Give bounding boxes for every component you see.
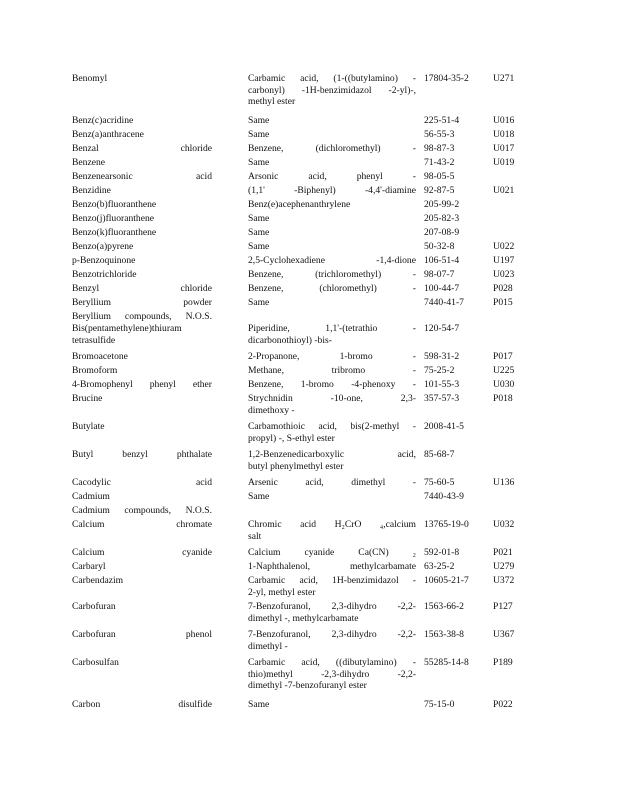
chemical-name-line: Benzal chloride (72, 143, 212, 154)
synonym-line: Same (248, 115, 270, 126)
cas-number: 75-25-2 (424, 365, 455, 376)
chemical-name-line: 4-Bromophenyl phenyl ether (72, 379, 212, 390)
waste-code: U372 (493, 575, 515, 586)
chemical-name-line: Bromoacetone (72, 351, 128, 362)
waste-code: U225 (493, 365, 515, 376)
waste-code: P189 (493, 657, 513, 668)
chemical-name-line: Calcium cyanide (72, 547, 212, 558)
synonym (248, 227, 416, 239)
waste-code: U271 (493, 73, 515, 84)
synonym-line: 2-yl, methyl ester (248, 586, 316, 598)
synonym (248, 129, 416, 141)
synonym-line: Benzene, 1-bromo -4-phenoxy - (248, 379, 416, 390)
waste-code: U023 (493, 269, 515, 280)
cas-number: 205-99-2 (424, 199, 460, 210)
synonym-line: Same (248, 699, 270, 710)
chemical-name-line: Carbon disulfide (72, 699, 212, 710)
synonym-line: dimethyl -7-benzofuranyl ester (248, 680, 367, 691)
synonym-line: Strychnidin -10-one, 2,3- (248, 393, 416, 404)
chemical-name (72, 505, 212, 517)
cas-number: 92-87-5 (424, 185, 455, 196)
synonym (248, 241, 416, 253)
synonym-line: 7-Benzofuranol, 2,3-dihydro -2,2- (248, 601, 416, 612)
synonym-line: Carbamic acid, ((dibutylamino) - (248, 657, 416, 668)
cas-number: 357-57-3 (424, 393, 460, 404)
cas-number: 205-82-3 (424, 213, 460, 224)
waste-code: U022 (493, 241, 515, 252)
chemical-name-line: Beryllium compounds, N.O.S. (72, 311, 212, 322)
cas-number: 598-31-2 (424, 351, 460, 362)
cas-number: 75-15-0 (424, 699, 455, 710)
synonym-line: Benzene, (dichloromethyl) - (248, 143, 416, 154)
chemical-name (72, 185, 212, 197)
synonym-line: Benz(e)acephenanthrylene (248, 199, 351, 210)
cas-number: 1563-38-8 (424, 629, 464, 640)
synonym (248, 185, 416, 197)
synonym-line: Calcium cyanide Ca(CN) ₂ (248, 547, 416, 558)
chemical-name (72, 699, 212, 711)
synonym (248, 699, 416, 711)
synonym (248, 269, 416, 281)
chemical-name (72, 199, 212, 211)
chemical-name (72, 157, 212, 169)
chemical-name (72, 477, 212, 489)
chemical-name (72, 393, 212, 405)
waste-code: U017 (493, 143, 515, 154)
chemical-name-line: Cadmium compounds, N.O.S. (72, 505, 212, 516)
chemical-name (72, 241, 212, 253)
synonym (248, 491, 416, 503)
chemical-name-line: Benomyl (72, 73, 108, 84)
synonym-line: 2,5-Cyclohexadiene -1,4-dione (248, 255, 416, 266)
synonym (248, 393, 416, 416)
chemical-name-line: Butyl benzyl phthalate (72, 449, 212, 460)
chemical-name (72, 269, 212, 281)
waste-code: P021 (493, 547, 513, 558)
waste-code: P018 (493, 393, 513, 404)
cas-number: 98-87-3 (424, 143, 455, 154)
waste-code: U016 (493, 115, 515, 126)
chemical-name (72, 657, 212, 669)
waste-code: U021 (493, 185, 515, 196)
cas-number: 85-68-7 (424, 449, 455, 460)
synonym-line: 7-Benzofuranol, 2,3-dihydro -2,2- (248, 629, 416, 640)
synonym (248, 449, 416, 472)
chemical-name-line: Benzo(k)fluoranthene (72, 227, 157, 238)
chemical-name (72, 629, 212, 641)
cas-number: 71-43-2 (424, 157, 455, 168)
cas-number: 50-32-8 (424, 241, 455, 252)
chemical-name-line: Benzo(b)fluoranthene (72, 199, 157, 210)
synonym (248, 421, 416, 444)
synonym-line: propyl) -, S-ethyl ester (248, 432, 335, 444)
chemical-name-line: Beryllium powder (72, 297, 212, 308)
cas-number: 225-51-4 (424, 115, 460, 126)
chemical-name-line: p-Benzoquinone (72, 255, 136, 266)
waste-code: P127 (493, 601, 513, 612)
chemical-name-line: tetrasulfide (72, 334, 116, 346)
synonym-line: Carbamic acid, 1H-benzimidazol - (248, 575, 416, 586)
cas-number: 56-55-3 (424, 129, 455, 140)
cas-number: 100-44-7 (424, 283, 460, 294)
cas-number: 207-08-9 (424, 227, 460, 238)
cas-number: 13765-19-0 (424, 519, 469, 530)
synonym-line: Chromic acid H₂CrO ₄,calcium (248, 519, 416, 530)
chemical-name (72, 519, 212, 531)
chemical-name-line: Cacodylic acid (72, 477, 212, 488)
synonym (248, 297, 416, 309)
chemical-name-line: Bromoform (72, 365, 118, 376)
synonym-line: dimethyl - (248, 640, 288, 652)
synonym (248, 519, 416, 542)
chemical-name (72, 227, 212, 239)
chemical-name-line: Benzo(a)pyrene (72, 241, 134, 252)
chemical-name-line: Bis(pentamethylene)thiuram (72, 323, 182, 334)
waste-code: U279 (493, 561, 515, 572)
waste-code: U367 (493, 629, 515, 640)
chemical-name (72, 351, 212, 363)
synonym-line: salt (248, 530, 262, 542)
cas-number: 63-25-2 (424, 561, 455, 572)
chemical-name-line: Carbendazim (72, 575, 124, 586)
waste-code: U018 (493, 129, 515, 140)
chemical-name-line: Benzene (72, 157, 106, 168)
chemical-name (72, 421, 212, 433)
chemical-name (72, 575, 212, 587)
synonym-line: butyl phenylmethyl ester (248, 460, 344, 472)
synonym-line: dicarbonothioyl) -bis- (248, 334, 332, 346)
synonym (248, 213, 416, 225)
chemical-name-line: Benzyl chloride (72, 283, 212, 294)
waste-code: U032 (493, 519, 515, 530)
waste-code: P028 (493, 283, 513, 294)
synonym-line: dimethoxy - (248, 404, 295, 416)
synonym-line: Arsonic acid, phenyl - (248, 171, 416, 182)
chemical-name-line: Carbaryl (72, 561, 106, 572)
cas-number: 1563-66-2 (424, 601, 464, 612)
chemical-name (72, 323, 212, 346)
synonym-line: Same (248, 129, 270, 140)
synonym (248, 199, 416, 211)
chemical-name-line: Carbofuran (72, 601, 116, 612)
chemical-name (72, 73, 212, 85)
chemical-name (72, 365, 212, 377)
waste-code: P017 (493, 351, 513, 362)
synonym (248, 283, 416, 295)
cas-number: 2008-41-5 (424, 421, 464, 432)
chemical-name-line: Butylate (72, 421, 105, 432)
cas-number: 17804-35-2 (424, 73, 469, 84)
chemical-name (72, 311, 212, 323)
chemical-name-line: Benz(a)anthracene (72, 129, 144, 140)
synonym-line: dimethyl -, methylcarbamate (248, 612, 359, 624)
synonym-line: Piperidine, 1,1'-(tetrathio - (248, 323, 416, 334)
cas-number: 7440-43-9 (424, 491, 464, 502)
chemical-name (72, 561, 212, 573)
chemical-name (72, 491, 212, 503)
cas-number: 98-05-5 (424, 171, 455, 182)
synonym (248, 255, 416, 267)
cas-number: 106-51-4 (424, 255, 460, 266)
synonym-line: Arsenic acid, dimethyl - (248, 477, 416, 488)
chemical-name-line: Benzidine (72, 185, 111, 196)
chemical-name (72, 283, 212, 295)
chemical-name-line: Benzenearsonic acid (72, 171, 212, 182)
synonym-line: Same (248, 157, 270, 168)
cas-number: 101-55-3 (424, 379, 460, 390)
chemical-name (72, 297, 212, 309)
cas-number: 592-01-8 (424, 547, 460, 558)
synonym-line: thio)methyl -2,3-dihydro -2,2- (248, 668, 416, 680)
synonym-line: Same (248, 297, 270, 308)
chemical-name (72, 129, 212, 141)
synonym-line: carbonyl) -1H-benzimidazol -2-yl)-, (248, 84, 416, 96)
synonym (248, 351, 416, 363)
synonym (248, 323, 416, 346)
synonym (248, 143, 416, 155)
synonym (248, 171, 416, 183)
chemical-name-line: Carbosulfan (72, 657, 119, 668)
synonym-line: 1,2-Benzenedicarboxylic acid, (248, 449, 416, 460)
synonym (248, 561, 416, 573)
waste-code: U197 (493, 255, 515, 266)
cas-number: 75-60-5 (424, 477, 455, 488)
synonym-line: Carbamothioic acid, bis(2-methyl - (248, 421, 416, 432)
synonym-line: Same (248, 227, 270, 238)
synonym (248, 601, 416, 624)
chemical-name (72, 547, 212, 559)
chemical-name-line: Calcium chromate (72, 519, 212, 530)
waste-code: P015 (493, 297, 513, 308)
synonym-line: Benzene, (chloromethyl) - (248, 283, 416, 294)
chemical-name-line: Brucine (72, 393, 103, 404)
chemical-name-line: Benzo(j)fluoranthene (72, 213, 155, 224)
chemical-name (72, 255, 212, 267)
cas-number: 120-54-7 (424, 323, 460, 334)
waste-code: P022 (493, 699, 513, 710)
synonym-line: Same (248, 241, 270, 252)
synonym (248, 379, 416, 391)
chemical-name (72, 379, 212, 391)
chemical-name-line: Carbofuran phenol (72, 629, 212, 640)
chemical-name (72, 213, 212, 225)
synonym (248, 547, 416, 559)
synonym-line: Benzene, (trichloromethyl) - (248, 269, 416, 280)
synonym (248, 365, 416, 377)
chemical-name (72, 143, 212, 155)
chemical-name-line: Benzotrichloride (72, 269, 137, 280)
synonym (248, 629, 416, 652)
cas-number: 55285-14-8 (424, 657, 469, 668)
chemical-name (72, 449, 212, 461)
chemical-name (72, 171, 212, 183)
waste-code: U019 (493, 157, 515, 168)
chemical-name-line: Benz(c)acridine (72, 115, 134, 126)
waste-code: U030 (493, 379, 515, 390)
chemical-name (72, 115, 212, 127)
synonym (248, 657, 416, 692)
synonym (248, 115, 416, 127)
synonym-line: 1-Naphthalenol, methylcarbamate (248, 561, 416, 572)
synonym (248, 157, 416, 169)
synonym-line: methyl ester (248, 96, 296, 107)
chemical-name-line: Cadmium (72, 491, 110, 502)
waste-code: U136 (493, 477, 515, 488)
synonym-line: (1,1' -Biphenyl) -4,4'-diamine (248, 185, 416, 196)
cas-number: 98-07-7 (424, 269, 455, 280)
synonym-line: Same (248, 213, 270, 224)
cas-number: 10605-21-7 (424, 575, 469, 586)
synonym-line: Methane, tribromo - (248, 365, 416, 376)
synonym (248, 477, 416, 489)
synonym-line: Same (248, 491, 270, 502)
synonym-line: 2-Propanone, 1-bromo - (248, 351, 416, 362)
synonym (248, 73, 416, 108)
cas-number: 7440-41-7 (424, 297, 464, 308)
synonym (248, 575, 416, 598)
chemical-name (72, 601, 212, 613)
synonym-line: Carbamic acid, (1-((butylamino) - (248, 73, 416, 84)
